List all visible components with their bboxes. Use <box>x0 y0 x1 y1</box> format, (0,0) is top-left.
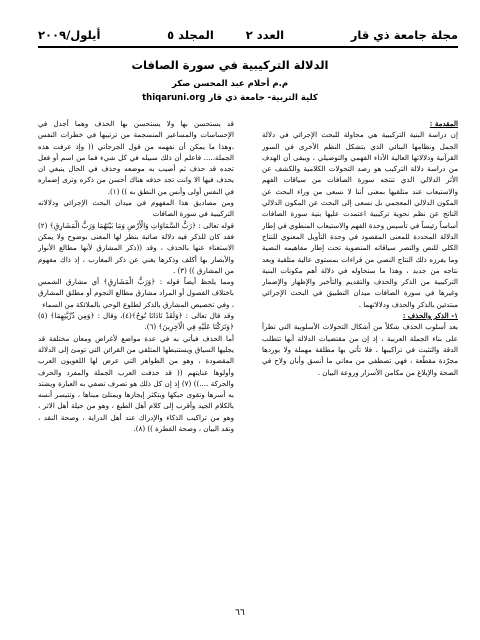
body-paragraph: إن دراسة البنية التركيبية هي محاولة للبحث الإجرائي في دلالة الجمل ونظامها البنائي الذي يتشكل النظم الأخرى في السور القرآنية ودلالاتها العالية الأداء الفهمي والتوصيلي ، ويبقى أن الهدف من دراسة دلالة التركيب هو رصد التحولات الكلامية والكشف عن الأثر الدلالي الذي تنتجه سورة الصافات من سياقات الفهم والاستيعاب عند متلقيها بمعنى أننا لا نسعى من وراء البحث عن المكون الدلالي المعجمي بل نسعى إلى البحث عن المكون الدلالي الناتج عن نظم نحوية تركيبية اعتمدت عليها بنية سورة الصافات أساساً رئيساً في تأسيس وحدة الفهم والاستيعاب المنطوي في إطار الدلالة المحددة للمعنى المقصود في وحدة التأويل المعنوي للنتاج الكلي للنص والتصر سياقاته المنضوية تحت إطار مفاهيمه النصية وما يفرزه ذلك النتاج النصي من قراءات بمستوى عالية متلقية وبعد نتاجه من جديد ، وهذا ما سنحاوله في دلالة أهم مكونات البنية التركيبية من الذكر والحذف والتقديم والتأخير والإظهار والإضمار وغيرها في سورة الصافات ميدان التطبيق في البحث الإجرائي مبتدئين بالذكر والحذف ودلالاتهما . <box>262 130 458 309</box>
page-number: ٦٦ <box>235 608 245 618</box>
body-paragraph: قد يستحسن بها ولا يستحسن بها الحذف وهما أجدل في الإحساسات والمساعير المنسجمة من ترتيبها في خطرات النفس ،وهذا ما يمكن أن نفهمه من قول الجرجاني (( وإذ عرفت هذه الجملة..... فاعلم أن ذلك سبيله في كل شيء فما من اسم أو فعل تجده قد حذف ثم أصيب به موضعه وحذف في الحال ينبغي ان يحذف فيها الا وانت تجد حذفه هناك أحسن من ذكره وترى إضماره في النفس أولى وأنس من النطق به )) (١). <box>38 119 234 196</box>
left-column <box>38 118 234 596</box>
body-paragraph: أما الحذف فيأتي به في عدة مواضع لأغراض ومعان مختلفة قد يجليها السياق ويستنبطها المتلقي من القرائن التي تومئ إلى الدلالة المقصودة ، وهو من الظواهر التي عرض لها اللغويون العرب وأولوها عنايتهم (( قد حذفت العرب الجملة والمفرد والحرف والحركة ....)) (٧) إذ إن كل ذلك هو تصرف تصفي به العبارة ويشتد به أسرها وتقوى حبكها وبتكثر إيجازها ويمتلئ مبناها ، وتتيسر أنسه بالكلام الجيد وأقرب إلى كلام أهل الطبع ، وهو من حيلة أهل الاثر ، وهو من تراكيب الذكاء والإدراك عند أهل الدراية ، وصحة النقد ، ونقد البيان ، وصحة الفطرة )) (٨). <box>38 333 234 434</box>
body-paragraph: وقد قال تعالى : ﴿وَلَقَدْ نَادَانَا نُوحٌ﴾(٤)، وقال : ﴿وَمِن ذُرِّيَّتِهِمَا﴾ (٥) ﴿وَتَرَكْنَا عَلَيْهِ فِي الْآخِرِينَ﴾ (٦). <box>38 311 234 332</box>
right-column <box>262 118 458 596</box>
article-title: الدلالة التركيبية في سورة الصافات <box>131 58 329 72</box>
running-header <box>38 26 458 44</box>
author-affiliation: كلية التربية- جامعة ذي قار thiqaruni.org <box>142 93 318 103</box>
section-heading: ١- الذكر والحذف : <box>402 311 458 321</box>
journal-name: مجلة جامعة ذي قار <box>350 28 458 42</box>
section-heading: المقدمة : <box>429 119 458 128</box>
body-paragraph: يعد أسلوب الحذف شكلاً من أشكال التحولات الأسلوبية التي تطرأ على بناء الجملة العربية ، إذ إن من مقتضيات الدلالة أنها تتطلب الدقة والتثبت في تراكيبها ، فلا تأتي بها مطلقة مهملة ولا بوردها مجرّدة مقطّعة ، فهي تصطفي من معاني ما أنسق وأبان ولاح في الصحة والإبلاغ من مكامن الأسرار وروعة البيان . <box>262 322 458 377</box>
issue-date: أيلول/٢٠٠٩ <box>38 28 101 42</box>
body-paragraph: ومما يلحظ أيضاً قوله : ﴿وَرَبُّ الْمَشَارِقِ﴾ أي مشارق الشمس باختلاف الفصول أو المراد مشارق مطالع النجوم أو مطلق المشارق ، وفي تخصيص المشارق بالذكر لطلوع الوحي بالملائكة من السماء <box>38 277 234 309</box>
body-paragraph: ومن مصاديق هذا المفهوم في ميدان البحث الإجرائي ودلالاته التركيبية في سورة الصافات <box>38 198 234 219</box>
issue-info <box>167 28 284 42</box>
volume-number: المجلد ٥ <box>167 28 214 42</box>
issue-number: العدد ٢ <box>245 28 285 42</box>
header-rule <box>38 46 458 48</box>
author-name: م.م أحلام عبد المحسن صكر <box>171 79 289 89</box>
body-paragraph: قوله تعالى : ﴿رَبُّ السَّمَاوَاتِ وَالْأَرْضِ وَمَا بَيْنَهُمَا وَرَبُّ الْمَشَارِقِ﴾ (٢) فقد كان للذكر فيه دلالة صائبة بنظر لها المعنى بوضوح ولا يمكن الاستغناء عنها بالحذف ، وقد ((ذكر المشارق لأنها مطالع الأنوار والأبصار بها أكلف وذكرها يغني عن ذكر المغارب ، إذ ذاك مفهوم من المشارق )) (٣) . <box>38 220 234 275</box>
